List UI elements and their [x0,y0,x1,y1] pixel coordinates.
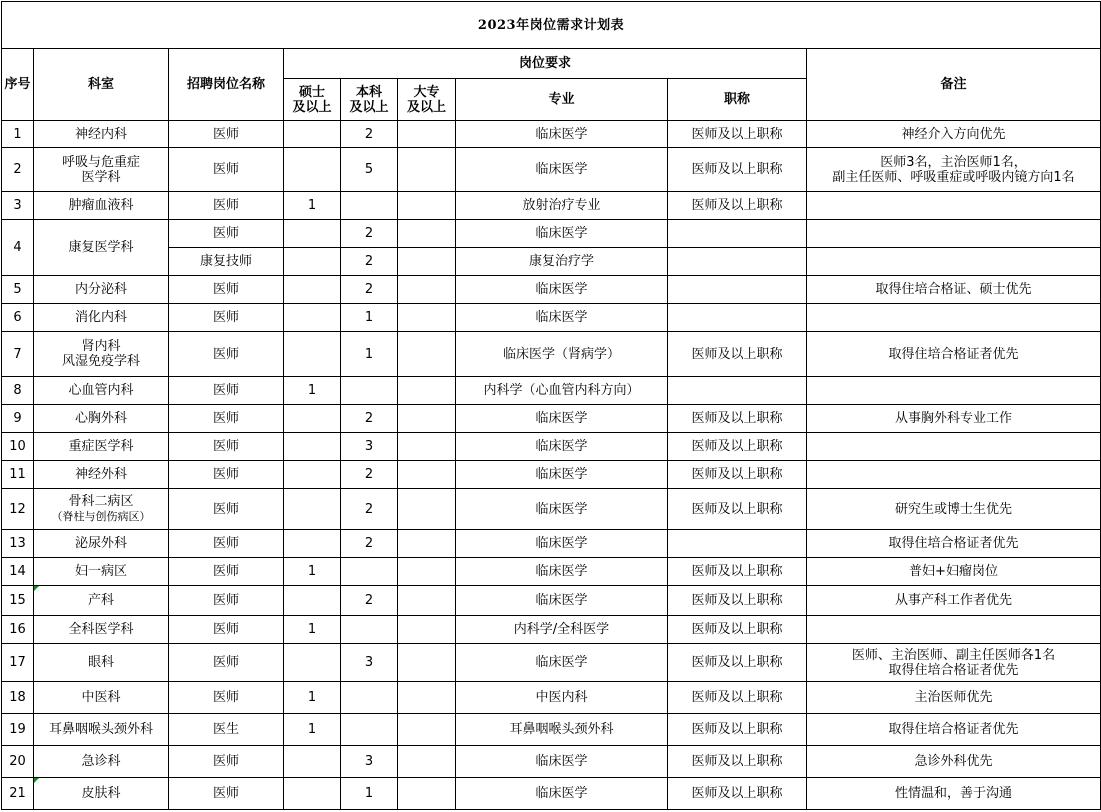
header-no: 序号 [2,49,34,121]
cell-master[interactable] [284,220,341,248]
cell-dept-line: 消化内科 [74,310,127,325]
cell-no[interactable]: 21 [2,778,34,810]
header-bachelor [341,79,398,121]
cell-college[interactable] [398,489,456,530]
cell-dept-line: 全科医学科 [68,622,134,637]
cell-master[interactable] [284,304,341,332]
cell-dept[interactable] [34,778,169,810]
cell-college[interactable] [398,304,456,332]
cell-bachelor[interactable]: 3 [341,433,398,461]
cell-no[interactable]: 20 [2,746,34,778]
cell-no[interactable]: 2 [2,148,34,192]
cell-title[interactable]: 医师及以上职称 [668,433,807,461]
cell-position[interactable]: 医师 [169,682,284,714]
cell-dept[interactable] [34,558,169,586]
cell-dept[interactable] [34,192,169,220]
cell-master[interactable] [284,276,341,304]
cell-title[interactable] [668,276,807,304]
cell-remark[interactable] [807,714,1101,746]
table-row [2,461,1101,489]
cell-title[interactable]: 医师及以上职称 [668,121,807,148]
cell-master[interactable] [284,121,341,148]
cell-dept[interactable] [34,377,169,405]
cell-remark[interactable] [807,220,1101,248]
cell-dept-line: 神经外科 [74,467,127,482]
cell-college[interactable] [398,121,456,148]
cell-position[interactable]: 医师 [169,192,284,220]
cell-major[interactable]: 临床医学 [456,586,668,616]
cell-title[interactable] [668,304,807,332]
cell-dept[interactable] [34,148,169,192]
cell-bachelor[interactable]: 5 [341,148,398,192]
cell-no[interactable]: 17 [2,644,34,682]
cell-dept-line: 妇一病区 [74,564,127,579]
cell-title[interactable]: 医师及以上职称 [668,192,807,220]
cell-dept[interactable] [34,332,169,377]
cell-dept-line: 肾内科 [81,339,121,354]
cell-master[interactable] [284,433,341,461]
table-row [2,304,1101,332]
cell-remark[interactable] [807,644,1101,682]
cell-major[interactable]: 临床医学 [456,778,668,810]
cell-position[interactable]: 医师 [169,304,284,332]
cell-dept-line: （脊柱与创伤病区） [51,510,151,523]
cell-dept-line: 心血管内科 [68,383,134,398]
cell-bachelor[interactable]: 2 [341,405,398,433]
cell-dept-line: 呼吸与危重症 [61,154,140,170]
cell-remark-line: 主治医师优先 [914,690,993,705]
cell-college[interactable] [398,530,456,558]
table-row [2,489,1101,530]
cell-no[interactable]: 12 [2,489,34,530]
cell-title[interactable]: 医师及以上职称 [668,616,807,644]
cell-college[interactable] [398,586,456,616]
cell-master[interactable] [284,530,341,558]
cell-bachelor[interactable]: 2 [341,586,398,616]
cell-dept[interactable] [34,746,169,778]
cell-remark-line: 医师、主治医师、副主任医师各1名 [851,647,1056,663]
cell-major[interactable]: 临床医学 [456,489,668,530]
cell-title[interactable]: 医师及以上职称 [668,332,807,377]
header-remark: 备注 [807,49,1101,121]
cell-bachelor[interactable]: 2 [341,121,398,148]
cell-college[interactable] [398,778,456,810]
cell-college[interactable] [398,616,456,644]
cell-master[interactable]: 1 [284,377,341,405]
table-row [2,558,1101,586]
cell-no[interactable]: 14 [2,558,34,586]
cell-master[interactable]: 1 [284,616,341,644]
cell-master[interactable] [284,405,341,433]
cell-major[interactable]: 临床医学 [456,121,668,148]
cell-dept-line: 风湿免疫学科 [61,354,140,369]
cell-position[interactable]: 医师 [169,586,284,616]
cell-remark[interactable] [807,377,1101,405]
cell-college[interactable] [398,461,456,489]
cell-position[interactable]: 医师 [169,121,284,148]
cell-remark-line: 急诊外科优先 [914,754,993,769]
cell-dept-line: 内分泌科 [74,282,127,297]
cell-college[interactable] [398,714,456,746]
cell-college[interactable] [398,682,456,714]
header-master-line2: 及以上 [292,99,332,115]
cell-position[interactable]: 医师 [169,644,284,682]
cell-master[interactable]: 1 [284,192,341,220]
cell-dept-line: 医学科 [81,169,121,185]
cell-remark-line: 取得住培合格证者优先 [888,722,1019,737]
cell-remark[interactable] [807,586,1101,616]
cell-college[interactable] [398,558,456,586]
table-row [2,746,1101,778]
cell-remark[interactable] [807,489,1101,530]
cell-no[interactable]: 19 [2,714,34,746]
cell-major[interactable]: 临床医学 [456,220,668,248]
cell-major[interactable]: 康复治疗学 [456,248,668,276]
cell-dept[interactable] [34,644,169,682]
cell-title[interactable]: 医师及以上职称 [668,148,807,192]
cell-master[interactable] [284,461,341,489]
cell-master[interactable] [284,778,341,810]
cell-position[interactable]: 医师 [169,377,284,405]
table-row [2,778,1101,810]
cell-bachelor[interactable]: 2 [341,489,398,530]
cell-remark-line: 取得住培合格证者优先 [888,346,1019,362]
cell-remark[interactable] [807,530,1101,558]
header-requirements: 岗位要求 [284,49,807,79]
cell-master[interactable]: 1 [284,682,341,714]
cell-remark[interactable] [807,405,1101,433]
cell-college[interactable] [398,220,456,248]
cell-dept[interactable] [34,616,169,644]
cell-remark[interactable] [807,616,1101,644]
cell-remark[interactable] [807,192,1101,220]
cell-bachelor[interactable]: 1 [341,332,398,377]
cell-bachelor[interactable]: 1 [341,778,398,810]
cell-dept[interactable] [34,121,169,148]
table-row [2,616,1101,644]
cell-college[interactable] [398,644,456,682]
cell-college[interactable] [398,377,456,405]
cell-remark[interactable] [807,461,1101,489]
cell-no[interactable]: 1 [2,121,34,148]
cell-dept[interactable] [34,405,169,433]
cell-remark-line: 取得住培合格证者优先 [888,662,1019,678]
cell-remark[interactable] [807,121,1101,148]
cell-major[interactable]: 耳鼻咽喉头颈外科 [456,714,668,746]
cell-title[interactable] [668,377,807,405]
cell-major[interactable]: 临床医学 [456,461,668,489]
cell-remark-line: 研究生或博士生优先 [894,501,1012,517]
cell-bachelor[interactable] [341,377,398,405]
cell-no[interactable]: 7 [2,332,34,377]
cell-remark[interactable] [807,746,1101,778]
cell-major[interactable]: 临床医学 [456,276,668,304]
cell-no[interactable]: 4 [2,220,34,276]
cell-major[interactable]: 临床医学 [456,558,668,586]
cell-no[interactable]: 11 [2,461,34,489]
header-dept: 科室 [34,49,169,121]
cell-master[interactable]: 1 [284,558,341,586]
table-row [2,586,1101,616]
cell-remark-line: 取得住培合格证、硕士优先 [875,282,1032,297]
cell-bachelor[interactable]: 2 [341,461,398,489]
cell-no[interactable]: 3 [2,192,34,220]
cell-dept-line: 神经内科 [74,126,127,142]
cell-remark[interactable] [807,778,1101,810]
cell-position[interactable]: 医师 [169,558,284,586]
cell-dept[interactable] [34,586,169,616]
cell-college[interactable] [398,746,456,778]
cell-dept[interactable] [34,682,169,714]
cell-position[interactable]: 医师 [169,433,284,461]
table-row [2,714,1101,746]
cell-dept-line: 中医科 [81,690,121,705]
cell-remark[interactable] [807,682,1101,714]
cell-dept[interactable] [34,714,169,746]
cell-college[interactable] [398,148,456,192]
cell-title[interactable]: 医师及以上职称 [668,558,807,586]
table-row [2,332,1101,377]
table-row [2,682,1101,714]
cell-title[interactable]: 医师及以上职称 [668,644,807,682]
table-row [2,276,1101,304]
cell-title[interactable]: 医师及以上职称 [668,586,807,616]
cell-position[interactable]: 医师 [169,530,284,558]
cell-remark[interactable] [807,332,1101,377]
cell-college[interactable] [398,276,456,304]
cell-bachelor[interactable]: 3 [341,644,398,682]
header-college-line1: 大专 [413,84,440,100]
cell-dept-line: 肿瘤血液科 [68,198,134,213]
cell-position[interactable]: 医师 [169,332,284,377]
cell-dept-line: 皮肤科 [81,786,121,801]
cell-dept-line: 泌尿外科 [74,536,127,551]
table-row [2,433,1101,461]
cell-major[interactable]: 内科学/全科医学 [456,616,668,644]
table-row [2,530,1101,558]
cell-major[interactable]: 临床医学 [456,148,668,192]
cell-bachelor[interactable]: 2 [341,248,398,276]
table-row [2,148,1101,192]
cell-master[interactable] [284,332,341,377]
table-row [2,220,1101,248]
cell-position[interactable]: 医师 [169,746,284,778]
cell-dept[interactable] [34,530,169,558]
cell-remark-line: 副主任医师、呼吸重症或呼吸内镜方向1名 [832,169,1075,185]
cell-major[interactable]: 临床医学 [456,304,668,332]
cell-title[interactable]: 医师及以上职称 [668,405,807,433]
cell-remark-line: 取得住培合格证者优先 [888,536,1019,551]
cell-position[interactable]: 医师 [169,461,284,489]
table-row [2,192,1101,220]
header-position: 招聘岗位名称 [169,49,284,121]
table-row [2,377,1101,405]
cell-bachelor[interactable] [341,714,398,746]
cell-dept[interactable] [34,220,169,276]
cell-position[interactable]: 医师 [169,405,284,433]
cell-major[interactable]: 临床医学 [456,746,668,778]
cell-remark[interactable] [807,276,1101,304]
cell-position[interactable]: 医师 [169,616,284,644]
cell-bachelor[interactable] [341,558,398,586]
cell-remark[interactable] [807,148,1101,192]
header-major: 专业 [456,79,668,121]
cell-bachelor[interactable]: 2 [341,220,398,248]
cell-title[interactable]: 医师及以上职称 [668,746,807,778]
cell-position[interactable]: 医师 [169,778,284,810]
cell-major[interactable]: 临床医学 [456,644,668,682]
cell-position[interactable]: 医师 [169,148,284,192]
header-master [284,79,341,121]
cell-dept-line: 产科 [87,593,114,608]
cell-master[interactable] [284,248,341,276]
cell-position[interactable]: 医师 [169,220,284,248]
cell-major[interactable]: 临床医学 [456,405,668,433]
cell-college[interactable] [398,332,456,377]
cell-title[interactable]: 医师及以上职称 [668,682,807,714]
cell-bachelor[interactable]: 1 [341,304,398,332]
cell-remark-line: 性情温和，善于沟通 [894,786,1012,801]
cell-master[interactable] [284,148,341,192]
cell-master[interactable] [284,746,341,778]
cell-title[interactable] [668,248,807,276]
cell-position[interactable]: 医师 [169,276,284,304]
cell-remark-line: 从事产科工作者优先 [894,593,1012,608]
cell-bachelor[interactable] [341,616,398,644]
cell-remark-line: 普妇+妇瘤岗位 [909,564,998,579]
cell-dept-line: 急诊科 [81,754,121,769]
cell-college[interactable] [398,405,456,433]
table-row [2,121,1101,148]
plan-table [1,1,1101,810]
header-bachelor-line2: 及以上 [349,99,389,115]
cell-remark[interactable] [807,248,1101,276]
cell-title[interactable]: 医师及以上职称 [668,778,807,810]
cell-no[interactable]: 10 [2,433,34,461]
cell-title[interactable]: 医师及以上职称 [668,489,807,530]
cell-bachelor[interactable] [341,192,398,220]
header-title-req: 职称 [668,79,807,121]
cell-college[interactable] [398,433,456,461]
cell-no[interactable]: 16 [2,616,34,644]
cell-remark[interactable] [807,304,1101,332]
header-college [398,79,456,121]
cell-no[interactable]: 9 [2,405,34,433]
cell-master[interactable]: 1 [284,714,341,746]
cell-major[interactable]: 中医内科 [456,682,668,714]
cell-major[interactable]: 临床医学 [456,530,668,558]
table-row [2,644,1101,682]
cell-dept[interactable] [34,433,169,461]
cell-dept[interactable] [34,461,169,489]
cell-bachelor[interactable] [341,682,398,714]
cell-major[interactable]: 放射治疗专业 [456,192,668,220]
cell-remark[interactable] [807,558,1101,586]
cell-college[interactable] [398,248,456,276]
cell-title[interactable] [668,530,807,558]
cell-college[interactable] [398,192,456,220]
cell-bachelor[interactable]: 3 [341,746,398,778]
cell-remark[interactable] [807,433,1101,461]
cell-dept[interactable] [34,276,169,304]
cell-no[interactable]: 8 [2,377,34,405]
cell-title[interactable]: 医师及以上职称 [668,714,807,746]
cell-dept-line: 眼科 [87,655,114,670]
cell-bachelor[interactable]: 2 [341,530,398,558]
cell-master[interactable] [284,489,341,530]
cell-dept-line: 重症医学科 [68,439,134,454]
cell-major[interactable]: 临床医学（肾病学） [456,332,668,377]
cell-position[interactable]: 医师 [169,489,284,530]
cell-no[interactable]: 18 [2,682,34,714]
cell-no[interactable]: 6 [2,304,34,332]
cell-remark-line: 医师3名，主治医师1名， [880,154,1027,170]
cell-title[interactable]: 医师及以上职称 [668,461,807,489]
cell-remark-line: 从事胸外科专业工作 [894,411,1012,426]
header-bachelor-line1: 本科 [355,84,382,100]
cell-remark-line: 神经介入方向优先 [901,126,1006,142]
cell-dept[interactable] [34,304,169,332]
cell-dept-line: 耳鼻咽喉头颈外科 [48,722,153,737]
cell-dept-line: 康复医学科 [68,240,134,255]
cell-position[interactable]: 医生 [169,714,284,746]
table-row [2,405,1101,433]
cell-bachelor[interactable]: 2 [341,276,398,304]
cell-dept[interactable] [34,489,169,530]
cell-title[interactable] [668,220,807,248]
cell-master[interactable] [284,644,341,682]
cell-major[interactable]: 临床医学 [456,433,668,461]
cell-dept-line: 心胸外科 [74,411,127,426]
cell-no[interactable]: 15 [2,586,34,616]
cell-master[interactable] [284,586,341,616]
cell-dept-line: 骨科二病区 [68,494,134,509]
cell-no[interactable]: 5 [2,276,34,304]
cell-position[interactable]: 康复技师 [169,248,284,276]
header-master-line1: 硕士 [298,84,325,100]
cell-major[interactable]: 内科学（心血管内科方向） [456,377,668,405]
header-college-line2: 及以上 [406,99,446,115]
cell-no[interactable]: 13 [2,530,34,558]
table-title: 2023年岗位需求计划表 [2,2,1101,49]
